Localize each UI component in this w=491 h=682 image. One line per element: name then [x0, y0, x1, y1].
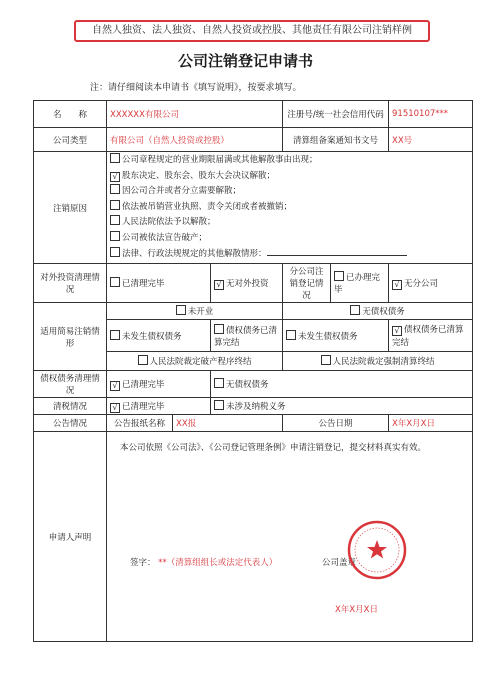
signature-line [130, 556, 277, 568]
checkbox-icon[interactable] [321, 355, 331, 365]
reason-text: 依法被吊销营业执照、责令关闭或者被撤销； [122, 201, 293, 212]
reason-text: 人民法院依法予以解散； [122, 217, 216, 228]
debt-option-no-debt[interactable]: 无债权债务 [283, 303, 473, 320]
claims-label: 债权债务清理情况 [34, 371, 107, 398]
signature-date[interactable]: X年X月X日 [335, 605, 378, 615]
checkbox-icon[interactable] [110, 153, 120, 163]
checkbox-icon[interactable] [334, 271, 344, 281]
reason-option[interactable] [110, 231, 469, 247]
declaration-cell [107, 432, 473, 642]
checkbox-icon[interactable] [110, 184, 120, 194]
name-label: 名 称 [34, 101, 107, 128]
company-type-field[interactable]: 有限公司（自然人投资或控股） [107, 128, 283, 152]
debt-option-settled[interactable]: 债权债务已清算完结 [211, 320, 283, 352]
checkbox-checked-icon[interactable]: √ [110, 172, 120, 182]
reason-text: 公司被依法宣告破产； [122, 232, 208, 243]
newspaper-field[interactable]: XX报 [173, 415, 283, 432]
checkbox-icon[interactable] [110, 200, 120, 210]
declaration-label: 申请人声明 [34, 432, 107, 642]
claims-option-none[interactable]: 无债权债务 [211, 371, 473, 398]
checkbox-icon[interactable] [110, 231, 120, 241]
debt-option-none-occurred[interactable]: 未发生债权债务 [107, 320, 211, 352]
investment-label: 对外投资清理情况 [34, 264, 107, 303]
investment-option-cleared[interactable]: 已清理完毕 [107, 264, 211, 303]
simple-dissolution-label: 适用简易注销情形 [34, 303, 107, 371]
credit-code-label: 注册号/统一社会信用代码 [283, 101, 389, 128]
reason-option[interactable] [110, 200, 469, 216]
signature-label: 签字： [130, 558, 156, 568]
credit-code-field[interactable]: 91510107*** [389, 101, 473, 128]
checkbox-icon[interactable] [286, 330, 296, 340]
debt-option-forced-liquidation[interactable]: 人民法院裁定强制清算终结 [283, 352, 473, 371]
checkbox-icon[interactable] [350, 305, 360, 315]
signature-field[interactable]: **（清算组组长或法定代表人） [158, 558, 278, 568]
reason-option[interactable] [110, 184, 469, 200]
reason-option[interactable] [110, 215, 469, 231]
newspaper-label: 公告报纸名称 [107, 415, 173, 432]
checkbox-icon[interactable] [214, 324, 224, 334]
tax-option-not-involved[interactable]: 未涉及纳税义务 [211, 398, 473, 415]
reason-option[interactable] [110, 153, 469, 169]
checkbox-checked-icon[interactable]: √ [392, 280, 402, 290]
dissolution-reason-list [107, 152, 473, 264]
reason-text: 因公司合并或者分立需要解散； [122, 186, 242, 197]
checkbox-icon[interactable] [110, 277, 120, 287]
company-name-field[interactable]: XXXXXX有限公司 [107, 101, 283, 128]
reason-text: 法律、行政法规规定的其他解散情形： [122, 249, 267, 260]
checkbox-checked-icon[interactable]: √ [214, 280, 224, 290]
publication-date-label: 公告日期 [283, 415, 389, 432]
debt-option-not-open[interactable]: 未开业 [107, 303, 283, 320]
checkbox-icon[interactable] [110, 215, 120, 225]
page-title: 公司注销登记申请书 [177, 52, 313, 70]
checkbox-icon[interactable] [214, 400, 224, 410]
checkbox-checked-icon[interactable]: √ [392, 326, 402, 336]
checkbox-icon[interactable] [176, 305, 186, 315]
reason-text: 股东决定、股东会、股东大会决议解散； [122, 170, 276, 181]
declaration-text: 本公司依照《公司法》、《公司登记管理条例》申请注销登记，提交材料真实有效。 [120, 443, 427, 453]
company-type-label: 公司类型 [34, 128, 107, 152]
instruction-note: 注：请仔细阅读本申请书《填写说明》，按要求填写。 [90, 83, 302, 93]
company-seal-icon [345, 518, 409, 582]
checkbox-icon[interactable] [138, 355, 148, 365]
debt-option-none-occurred-2[interactable]: 未发生债权债务 [283, 320, 389, 352]
notice-number-field[interactable]: XX号 [389, 128, 473, 152]
debt-option-bankruptcy[interactable]: 人民法院裁定破产程序终结 [107, 352, 283, 371]
dissolution-reason-label: 注销原因 [34, 152, 107, 264]
company-seal-label: 公司盖章 [322, 558, 357, 568]
reason-option[interactable] [110, 169, 469, 185]
branch-option-none[interactable]: √ 无分公司 [389, 264, 473, 303]
publication-label: 公告情况 [34, 415, 107, 432]
checkbox-icon[interactable] [214, 378, 224, 388]
branch-label: 分公司注销登记情况 [283, 264, 331, 303]
branch-option-done[interactable]: 已办理完毕 [331, 264, 389, 303]
other-reason-input[interactable] [267, 246, 407, 256]
checkbox-checked-icon[interactable]: √ [110, 403, 120, 413]
notice-number-label: 清算组备案通知书文号 [283, 128, 389, 152]
tax-option-cleared[interactable]: √ 已清理完毕 [107, 398, 211, 415]
checkbox-icon[interactable] [110, 330, 120, 340]
tax-label: 清税情况 [34, 398, 107, 415]
checkbox-icon[interactable] [110, 247, 120, 257]
reason-option[interactable] [110, 246, 469, 262]
debt-option-settled-2[interactable]: √ 债权债务已清算完结 [389, 320, 473, 352]
publication-date-field[interactable]: X年X月X日 [389, 415, 473, 432]
investment-option-none[interactable]: √ 无对外投资 [211, 264, 283, 303]
claims-option-cleared[interactable]: √ 已清理完毕 [107, 371, 211, 398]
checkbox-checked-icon[interactable]: √ [110, 381, 120, 391]
reason-text: 公司章程规定的营业期限届满或其他解散事由出现； [122, 155, 318, 166]
sample-banner: 自然人独资、法人独资、自然人投资或控股、其他责任有限公司注销样例 [74, 20, 430, 42]
